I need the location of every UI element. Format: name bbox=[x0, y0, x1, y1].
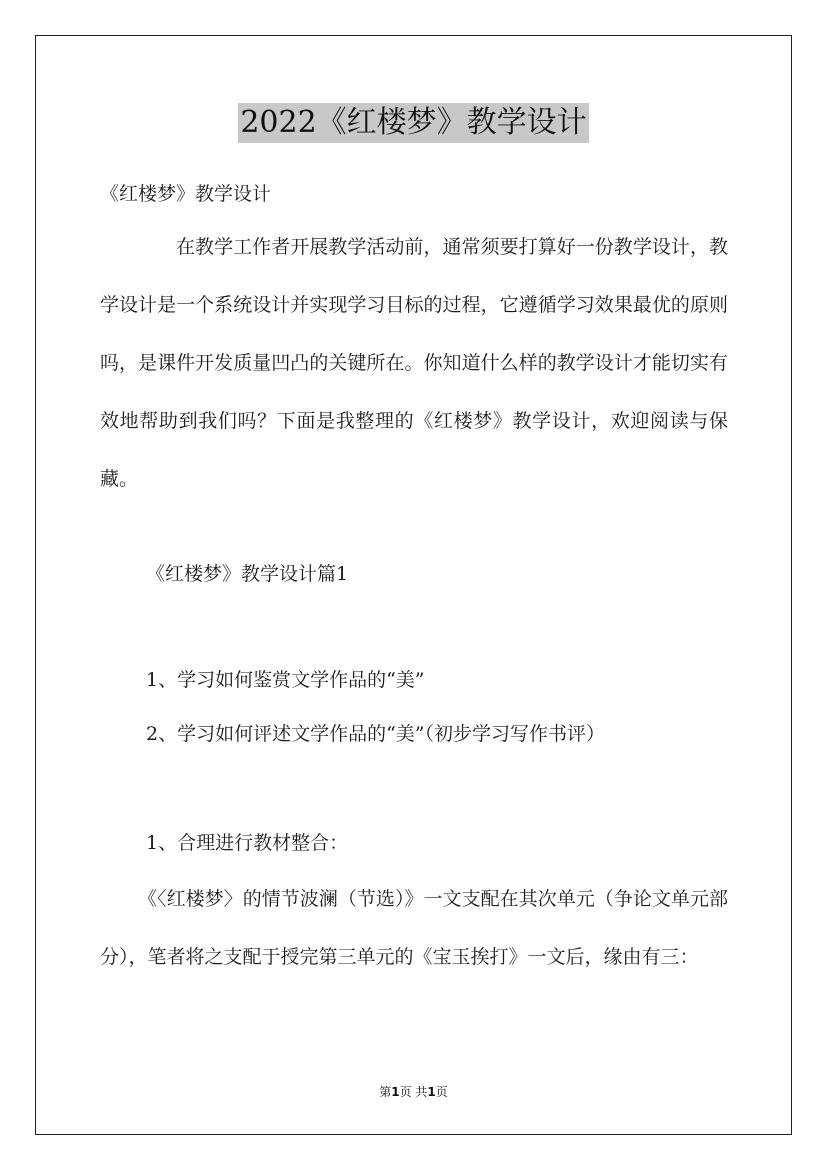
footer-page-total: 1 bbox=[427, 1085, 436, 1099]
goal-item-1: 1、学习如何鉴赏文学作品的“美” bbox=[146, 669, 425, 691]
footer-suffix: 页 bbox=[435, 1085, 448, 1099]
document-subtitle: 《红楼梦》教学设计 bbox=[100, 183, 272, 205]
section-heading: 《红楼梦》教学设计篇1 bbox=[146, 563, 349, 585]
document-title: 2022《红楼梦》教学设计 bbox=[238, 103, 588, 143]
page-footer bbox=[0, 1083, 827, 1100]
footer-page-number: 1 bbox=[391, 1085, 400, 1099]
footer-prefix: 第 bbox=[379, 1085, 392, 1099]
goal-item-2: 2、学习如何评述文学作品的“美”（初步学习写作书评） bbox=[146, 723, 606, 745]
intro-paragraph: 在教学工作者开展教学活动前，通常须要打算好一份教学设计，教学设计是一个系统设计并实现学习目标的过程，它遵循学习效果最优的原则吗，是课件开发质量凹凸的关键所在。你知道什么样的教学设计才能切实有效地帮助到我们吗？下面是我整理的《红楼梦》教学设计，欢迎阅读与保藏。 bbox=[100, 236, 728, 490]
step-body-paragraph: 《〈红楼梦〉的情节波澜（节选）》一文支配在其次单元（争论文单元部分），笔者将之支配于授完第三单元的《宝玉挨打》一文后，缘由有三： bbox=[100, 888, 728, 968]
footer-mid: 页 共 bbox=[399, 1085, 428, 1099]
step-heading: 1、合理进行教材整合： bbox=[146, 832, 349, 854]
title-container bbox=[0, 103, 827, 143]
